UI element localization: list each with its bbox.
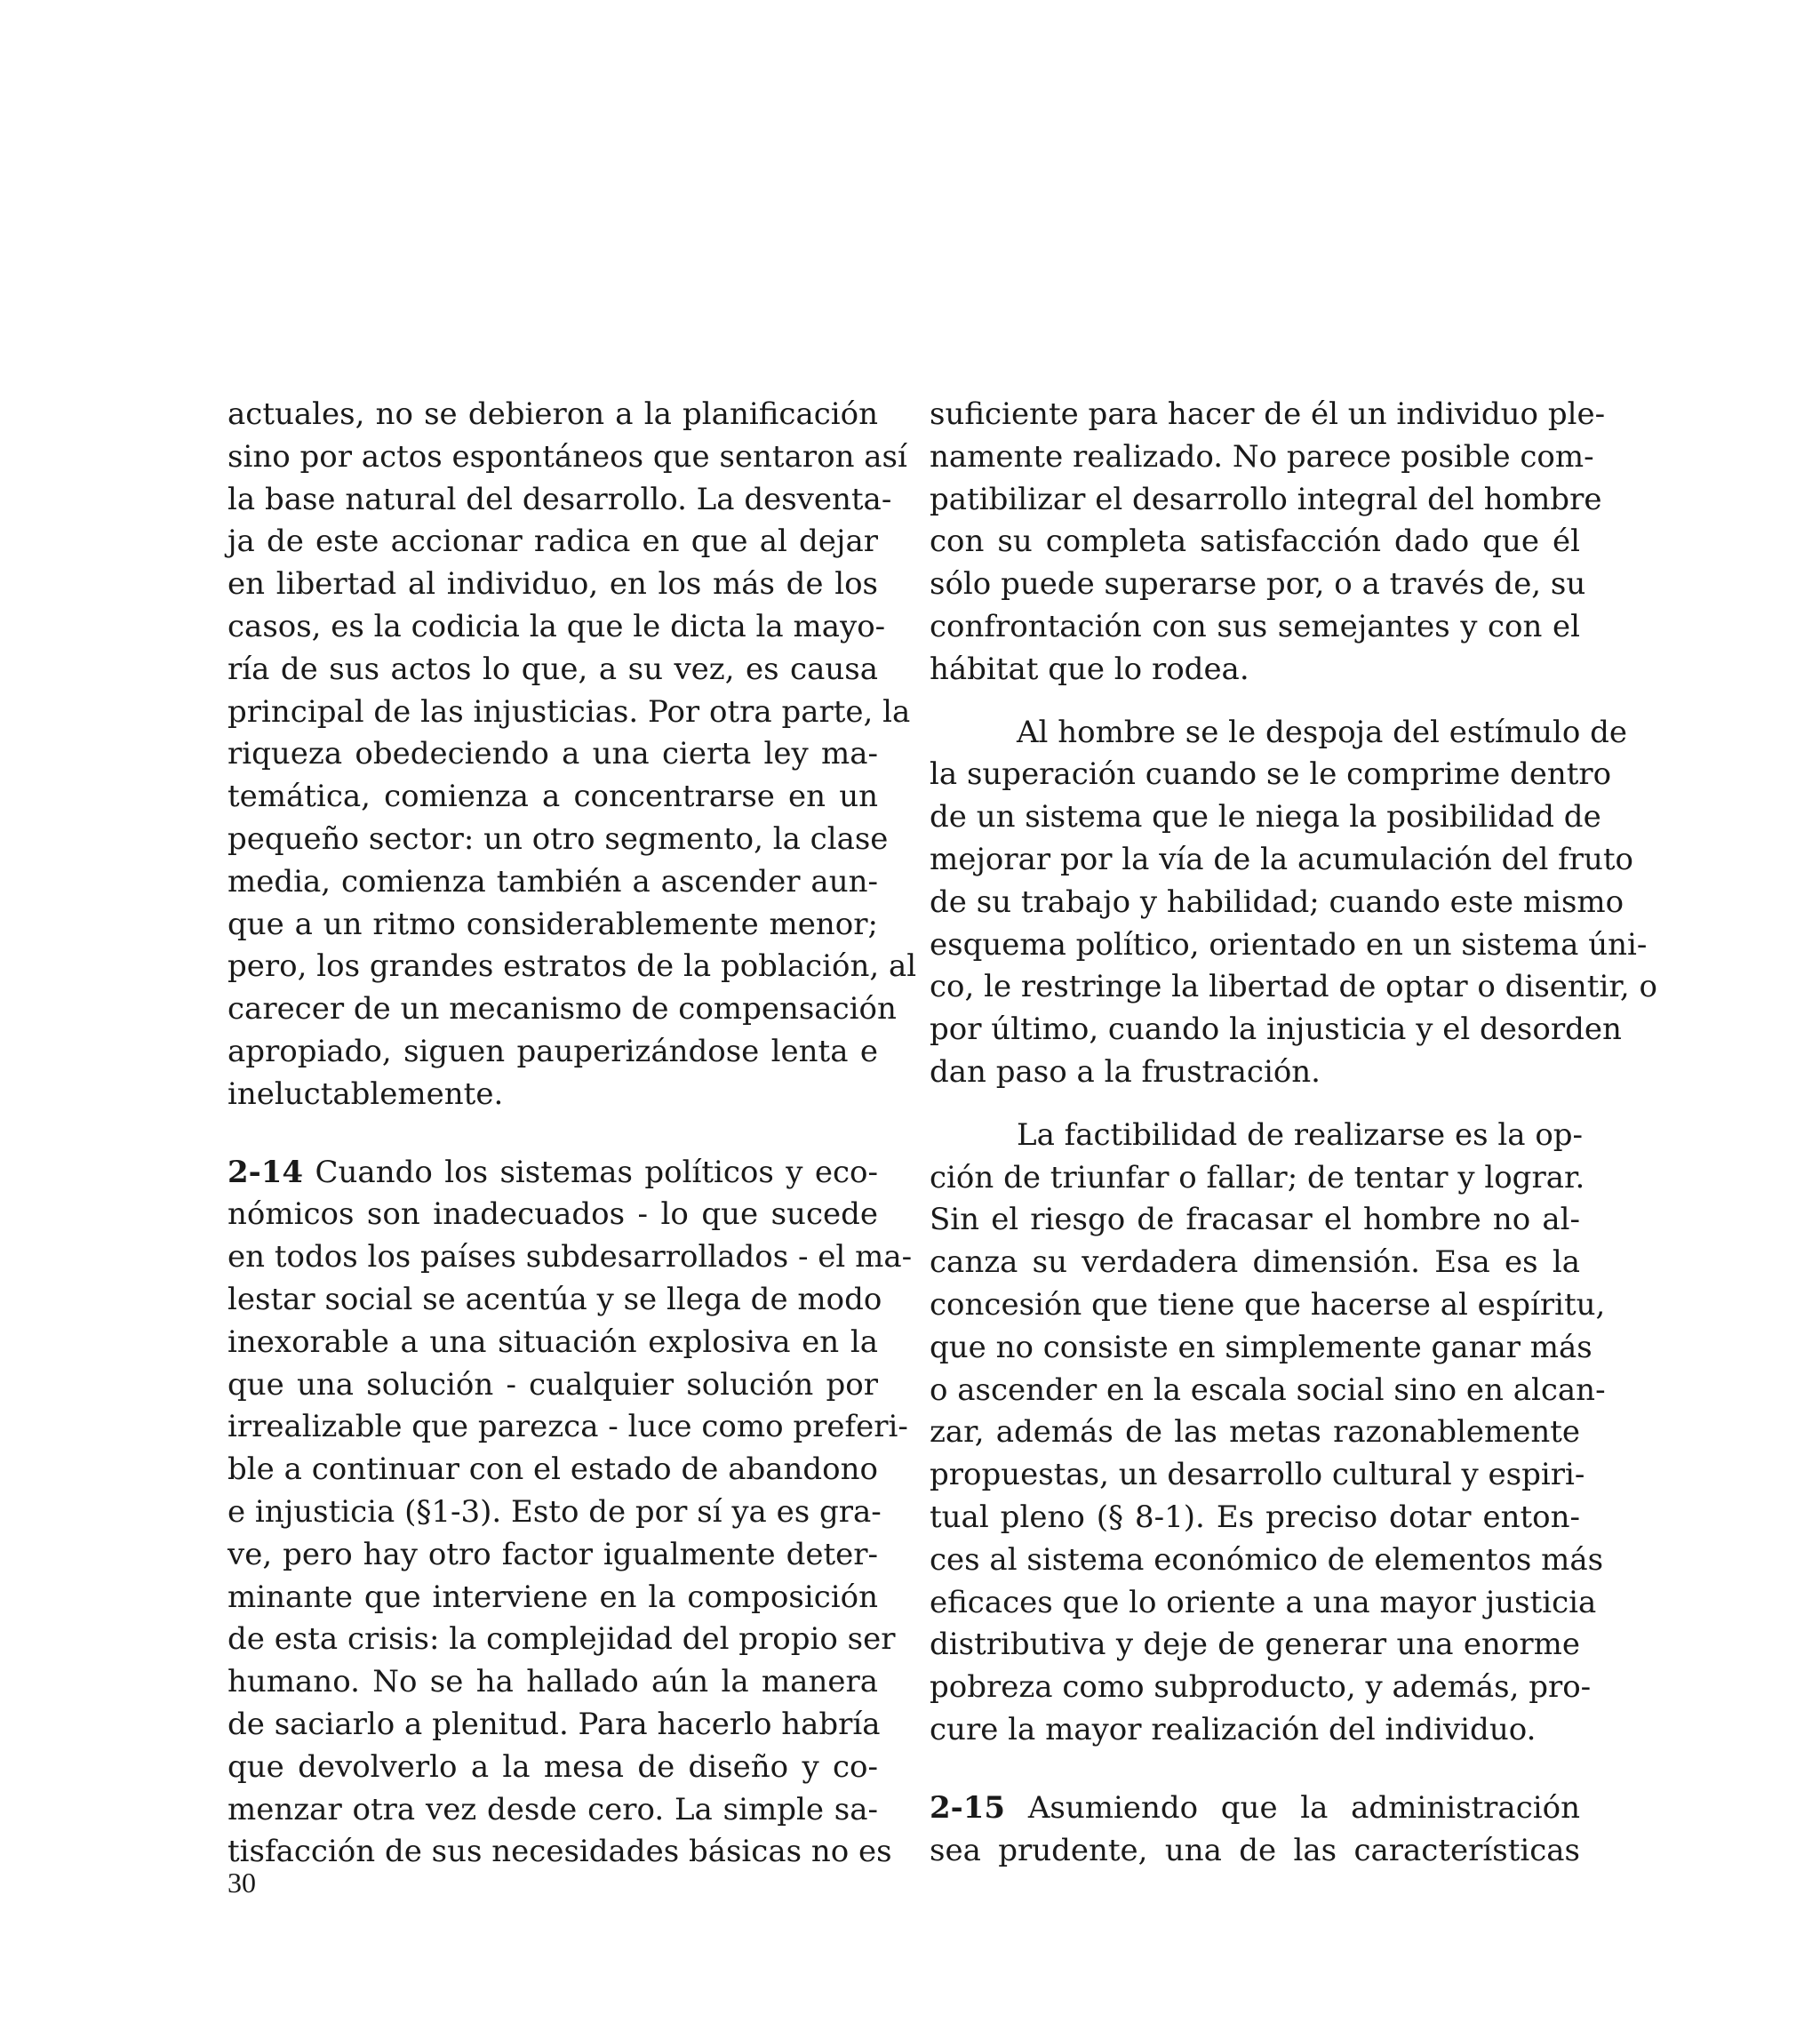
text-line: menzar otra vez desde cero. La simple sa- xyxy=(228,1791,878,1827)
text-line: media, comienza también a ascender aun- xyxy=(228,863,878,900)
text-line: que no consiste en simplemente ganar más xyxy=(930,1329,1592,1365)
text-line: Sin el riesgo de fracasar el hombre no al- xyxy=(930,1202,1580,1238)
text-line: de esta crisis: la complejidad del propio ser xyxy=(228,1621,896,1658)
section-first-text: Cuando los sistemas políticos y eco- xyxy=(315,1154,879,1190)
text-line: ja de este accionar radica en que al dejar xyxy=(228,524,878,560)
text-line: ces al sistema económico de elementos más xyxy=(930,1541,1604,1578)
text-line: que una solución - cualquier solución por xyxy=(228,1366,878,1403)
text-line: namente realizado. No parece posible com- xyxy=(930,438,1594,475)
text-line: suficiente para hacer de él un individuo ple- xyxy=(930,396,1606,432)
right-column xyxy=(930,394,1657,1872)
section-2-14-first-line xyxy=(228,1152,878,1195)
text-line: ve, pero hay otro factor igualmente deter- xyxy=(228,1536,878,1572)
text-line: principal de las injusticias. Por otra parte, la xyxy=(228,693,911,730)
text-line: hábitat que lo rodea. xyxy=(930,651,1249,687)
text-line: temática, comienza a concentrarse en un xyxy=(228,779,878,815)
text-line: apropiado, siguen pauperizándose lenta e xyxy=(228,1033,878,1069)
paragraph xyxy=(930,1115,1606,1752)
text-line: o ascender en la escala social sino en alcan- xyxy=(930,1371,1606,1408)
text-line: de un sistema que le niega la posibilidad de xyxy=(930,799,1601,836)
section-number: 2-15 xyxy=(930,1789,1006,1826)
text-line: de su trabajo y habilidad; cuando este mismo xyxy=(930,884,1624,920)
text-line: pequeño sector: un otro segmento, la clase xyxy=(228,820,889,857)
text-line: ción de triunfar o fallar; de tentar y lograr. xyxy=(930,1159,1585,1195)
paragraph xyxy=(228,394,917,1116)
text-line: eficaces que lo oriente a una mayor justicia xyxy=(930,1584,1597,1620)
text-line: distributiva y deje de generar una enorme xyxy=(930,1627,1580,1663)
text-line: sólo puede superarse por, o a través de, su xyxy=(930,566,1586,603)
text-line: minante que interviene en la composición xyxy=(228,1579,878,1615)
text-line: carecer de un mecanismo de compensación xyxy=(228,991,897,1027)
text-line: por último, cuando la injusticia y el desorden xyxy=(930,1012,1622,1048)
paragraph xyxy=(930,394,1606,692)
text-line: riqueza obedeciendo a una cierta ley ma- xyxy=(228,736,878,772)
text-line: zar, además de las metas razonablemente xyxy=(930,1414,1580,1451)
text-line: sea prudente, una de las características xyxy=(930,1832,1580,1868)
text-line: canza su verdadera dimensión. Esa es la xyxy=(930,1244,1580,1281)
text-line: la base natural del desarrollo. La desventa- xyxy=(228,481,892,517)
text-line: cure la mayor realización del individuo. xyxy=(930,1711,1537,1747)
text-line: nómicos son inadecuados - lo que sucede xyxy=(228,1196,878,1233)
text-line: humano. No se ha hallado aún la manera xyxy=(228,1664,878,1700)
text-line: Al hombre se le despoja del estímulo de xyxy=(1017,714,1628,750)
text-line: actuales, no se debieron a la planificación xyxy=(228,396,878,432)
text-line: que devolverlo a la mesa de diseño y co- xyxy=(228,1748,878,1785)
section-first-text: Asumiendo que la administración xyxy=(1027,1789,1580,1826)
text-line: casos, es la codicia la que le dicta la mayo- xyxy=(228,608,886,644)
text-line: ría de sus actos lo que, a su vez, es causa xyxy=(228,651,878,687)
text-line: de saciarlo a plenitud. Para hacerlo habría xyxy=(228,1706,881,1742)
paragraph xyxy=(930,712,1657,1094)
text-line: concesión que tiene que hacerse al espíritu, xyxy=(930,1286,1606,1323)
text-line: tisfacción de sus necesidades básicas no es xyxy=(228,1834,892,1870)
text-line: pobreza como subproducto, y además, pro- xyxy=(930,1669,1592,1706)
text-line: sino por actos espontáneos que sentaron así xyxy=(228,438,907,475)
text-line: ble a continuar con el estado de abandono xyxy=(228,1451,878,1488)
section-2-15-first-line xyxy=(930,1787,1580,1830)
text-line: en libertad al individuo, en los más de los xyxy=(228,566,878,603)
text-line: con su completa satisfacción dado que él xyxy=(930,524,1580,560)
text-line: esquema político, orientado en un sistema úni- xyxy=(930,926,1648,963)
text-line: ineluctablemente. xyxy=(228,1075,504,1112)
text-line: inexorable a una situación explosiva en la xyxy=(228,1323,878,1360)
text-line: dan paso a la frustración. xyxy=(930,1053,1321,1090)
text-line: en todos los países subdesarrollados - el ma- xyxy=(228,1239,913,1275)
text-line: que a un ritmo considerablemente menor; xyxy=(228,906,878,942)
text-line: lestar social se acentúa y se llega de modo xyxy=(228,1281,882,1317)
section-2-14 xyxy=(228,1152,913,1875)
section-2-15 xyxy=(930,1787,1580,1873)
text-line: la superación cuando se le comprime dentro xyxy=(930,756,1612,793)
text-line: confrontación con sus semejantes y con el xyxy=(930,608,1580,644)
text-line: pero, los grandes estratos de la población, al xyxy=(228,948,917,985)
text-line: tual pleno (§ 8-1). Es preciso dotar enton- xyxy=(930,1499,1580,1535)
text-line: patibilizar el desarrollo integral del hombre xyxy=(930,481,1602,517)
page-number: 30 xyxy=(228,1867,256,1899)
text-line: La factibilidad de realizarse es la op- xyxy=(1017,1116,1584,1153)
section-number: 2-14 xyxy=(228,1154,304,1190)
text-line: mejorar por la vía de la acumulación del fruto xyxy=(930,841,1634,877)
text-line: e injusticia (§1-3). Esto de por sí ya es gra- xyxy=(228,1493,882,1530)
text-line: irrealizable que parezca - luce como preferi- xyxy=(228,1409,908,1445)
text-line: co, le restringe la libertad de optar o disentir, o xyxy=(930,969,1657,1005)
text-line: propuestas, un desarrollo cultural y espiri- xyxy=(930,1457,1585,1493)
left-column xyxy=(228,394,917,1874)
